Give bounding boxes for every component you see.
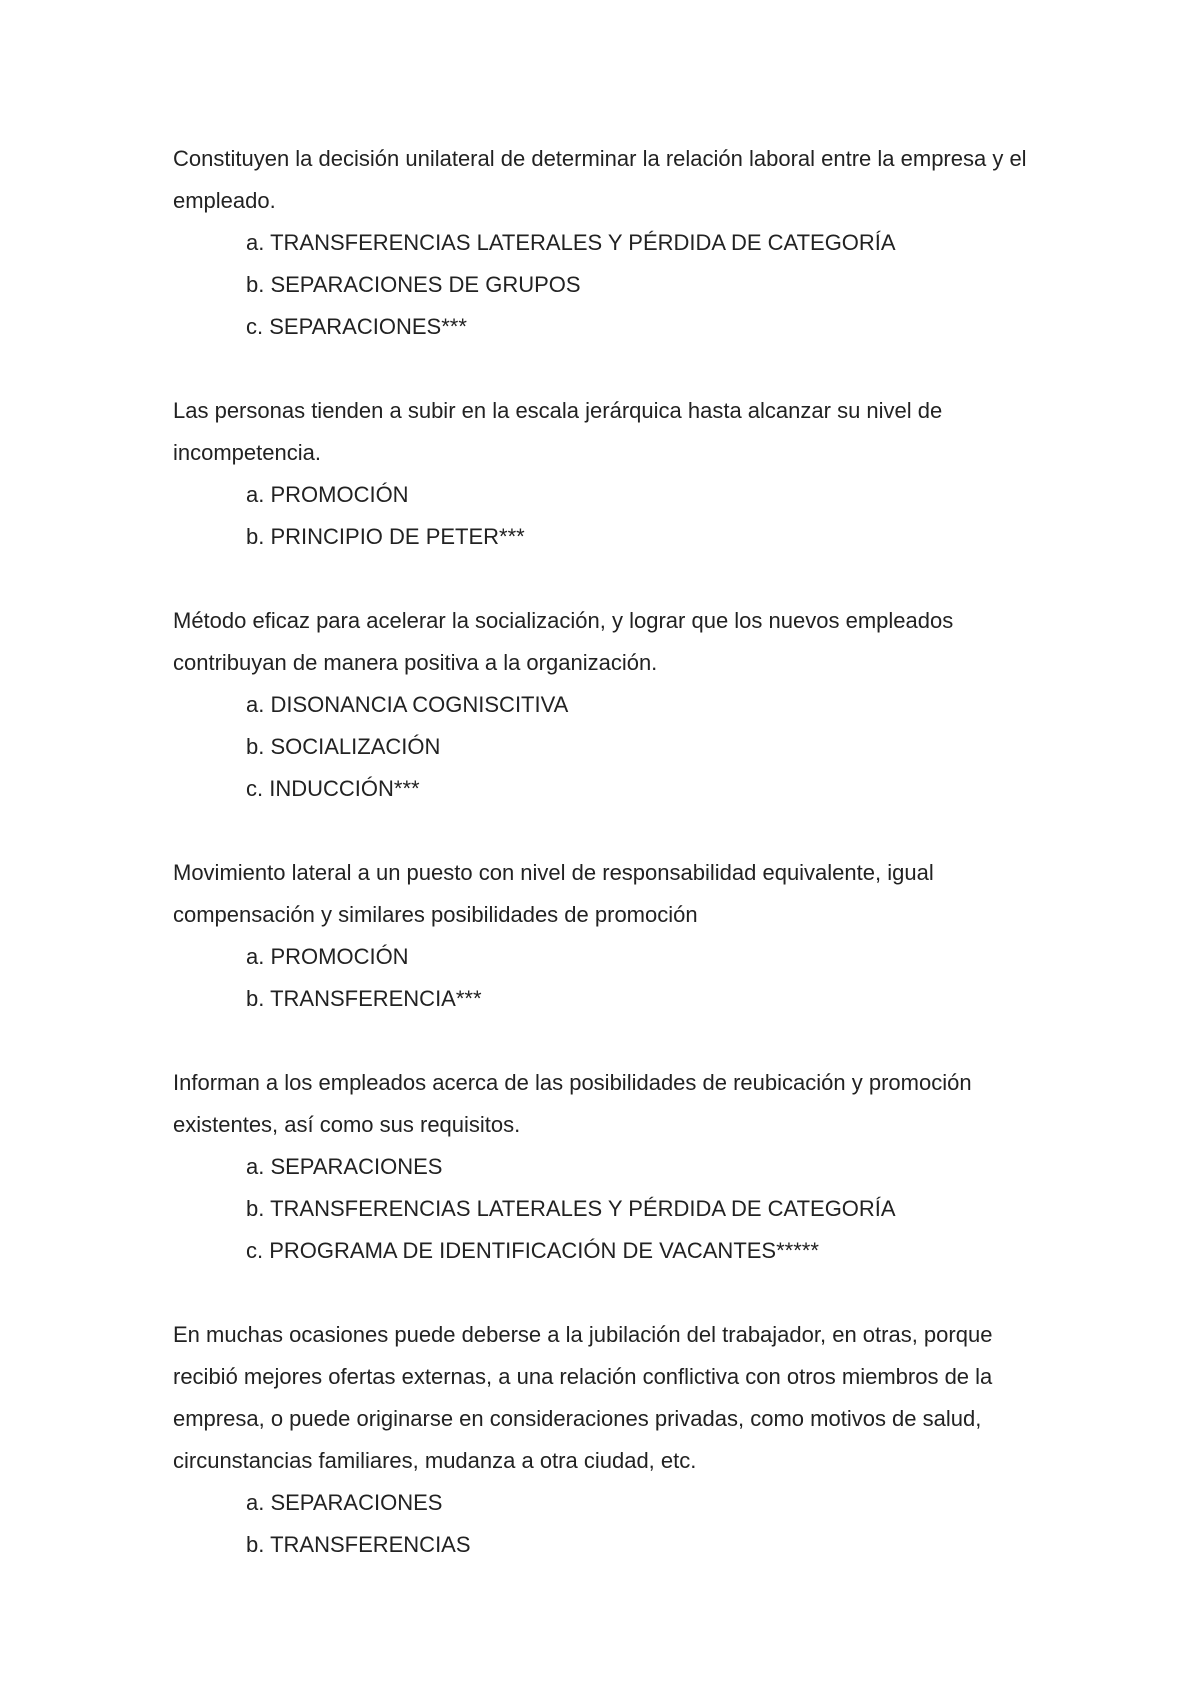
answer-option: a. PROMOCIÓN	[246, 482, 409, 507]
answer-option: b. SEPARACIONES DE GRUPOS	[246, 272, 581, 297]
answer-option: b. PRINCIPIO DE PETER***	[246, 524, 525, 549]
question-block-3	[173, 600, 1053, 810]
answer-option: a. SEPARACIONES	[246, 1490, 443, 1515]
question-text: Movimiento lateral a un puesto con nivel de responsabilidad equivalente, igual compensación y similares posibilidades de promoción	[173, 860, 934, 927]
question-block-2	[173, 390, 1053, 558]
answer-option: c. PROGRAMA DE IDENTIFICACIÓN DE VACANTES*****	[246, 1238, 819, 1263]
answer-option: b. SOCIALIZACIÓN	[246, 734, 441, 759]
answer-option: b. TRANSFERENCIAS	[246, 1532, 471, 1557]
answer-option: c. INDUCCIÓN***	[246, 776, 420, 801]
answer-option: b. TRANSFERENCIA***	[246, 986, 482, 1011]
question-text: Informan a los empleados acerca de las posibilidades de reubicación y promoción existentes, así como sus requisitos.	[173, 1070, 972, 1137]
answer-option: b. TRANSFERENCIAS LATERALES Y PÉRDIDA DE CATEGORÍA	[246, 1196, 896, 1221]
question-block-4	[173, 852, 1053, 1020]
question-text: En muchas ocasiones puede deberse a la jubilación del trabajador, en otras, porque recibió mejores ofertas externas, a una relación conflictiva con otros miembros de la empresa, o puede originarse en consideraciones privadas, como motivos de salud, circunstancias familiares, mudanza a otra ciudad, etc.	[173, 1322, 993, 1473]
answer-option: a. SEPARACIONES	[246, 1154, 443, 1179]
question-block-6	[173, 1314, 1053, 1566]
answer-option: a. PROMOCIÓN	[246, 944, 409, 969]
answer-option: c. SEPARACIONES***	[246, 314, 467, 339]
question-block-1	[173, 138, 1053, 348]
question-block-5	[173, 1062, 1053, 1272]
question-text: Método eficaz para acelerar la socialización, y lograr que los nuevos empleados contribuyan de manera positiva a la organización.	[173, 608, 954, 675]
question-text: Las personas tienden a subir en la escala jerárquica hasta alcanzar su nivel de incompetencia.	[173, 398, 943, 465]
document-page	[173, 138, 1053, 1608]
answer-option: a. DISONANCIA COGNISCITIVA	[246, 692, 569, 717]
question-text: Constituyen la decisión unilateral de determinar la relación laboral entre la empresa y el empleado.	[173, 146, 1027, 213]
answer-option: a. TRANSFERENCIAS LATERALES Y PÉRDIDA DE CATEGORÍA	[246, 230, 896, 255]
